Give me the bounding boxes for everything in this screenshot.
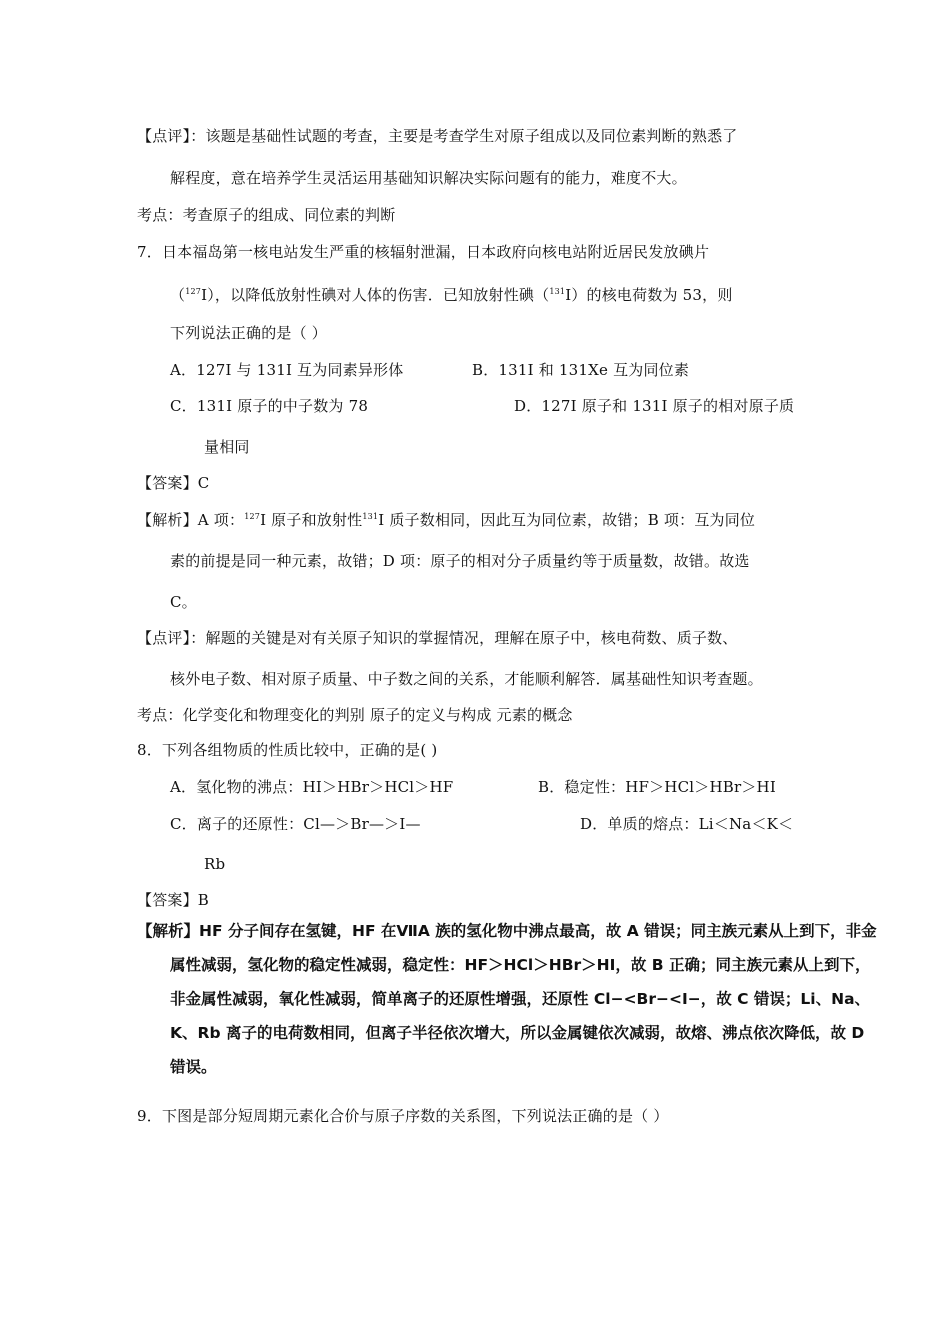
q8-analysis-text-1: HF 分子间存在氢键，HF 在ⅦA 族的氢化物中沸点最高，故 A 错误；同主族元素从上到下，非金 (199, 922, 877, 940)
q7-option-d-line-1: D．127I 原子和 131I 原子的相对原子质 (514, 397, 795, 415)
q7-answer: 【答案】C (137, 474, 210, 492)
q8-option-c: C．离子的还原性：Cl—＞Br—＞I— (170, 815, 421, 833)
q7-option-c: C．131I 原子的中子数为 78 (170, 397, 369, 415)
q8-analysis-line-4: K、Rb 离子的电荷数相同，但离子半径依次增大，所以金属键依次减弱，故熔、沸点依次降低，故 D (170, 1024, 865, 1042)
q6-comment-line-1: 【点评】：该题是基础性试题的考查，主要是考查学生对原子组成以及同位素判断的熟悉了 (137, 127, 738, 145)
q8-analysis-line-2: 属性减弱，氢化物的稳定性减弱，稳定性：HF＞HCl＞HBr＞HI，故 B 正确；同主族元素从上到下， (170, 956, 871, 974)
q7-comment-line-1: 【点评】：解题的关键是对有关原子知识的掌握情况，理解在原子中，核电荷数、质子数、 (137, 629, 738, 647)
q8-stem: 8．下列各组物质的性质比较中，正确的是( ) (137, 741, 438, 759)
q7-stem-line-3: 下列说法正确的是（ ） (170, 324, 327, 342)
q8-analysis-line-3: 非金属性减弱，氧化性减弱，简单离子的还原性增强，还原性 Cl−<Br−<I−，故 C 错误；Li、Na、 (170, 990, 871, 1008)
q8-option-d-line-2: Rb (204, 855, 226, 873)
q8-analysis-line-5: 错误。 (170, 1058, 217, 1076)
q8-answer: 【答案】B (137, 891, 210, 909)
q7-stem-line-2 (170, 285, 733, 305)
q8-analysis-label: 【解析】 (137, 922, 200, 940)
q8-option-a: A．氢化物的沸点：HI＞HBr＞HCl＞HF (170, 778, 454, 796)
q7-analysis-1-post: I 质子数相同，因此互为同位素，故错；B 项：互为同位 (378, 511, 756, 529)
q8-option-b: B．稳定性：HF＞HCl＞HBr＞HI (538, 778, 776, 796)
q7-comment-line-2: 核外电子数、相对原子质量、中子数之间的关系，才能顺利解答．属基础性知识考查题。 (170, 670, 763, 688)
q6-comment-line-2: 解程度，意在培养学生灵活运用基础知识解决实际问题有的能力，难度不大。 (170, 169, 687, 187)
q7-analysis-1-mid: I 原子和放射性 (260, 511, 363, 529)
q7-stem-2-post: I）的核电荷数为 53，则 (565, 286, 733, 304)
q8-option-d-line-1: D．单质的熔点：Li＜Na＜K＜ (580, 815, 794, 833)
q8-analysis-line-1 (137, 921, 877, 941)
q7-option-b: B．131I 和 131Xe 互为同位素 (472, 361, 690, 379)
q7-stem-2-mid: I），以降低放射性碘对人体的伤害．已知放射性碘（ (201, 286, 550, 304)
q7-kaodian: 考点：化学变化和物理变化的判别 原子的定义与构成 元素的概念 (137, 706, 573, 724)
q7-stem-2-pre: （ (170, 286, 186, 304)
iodine-131-mass-number: 131 (549, 287, 566, 296)
q7-analysis-sup-127: 127 (244, 512, 261, 521)
q6-kaodian: 考点：考查原子的组成、同位素的判断 (137, 206, 396, 224)
q7-analysis-line-2: 素的前提是同一种元素，故错；D 项：原子的相对分子质量约等于质量数，故错。故选 (170, 552, 750, 570)
q9-stem: 9．下图是部分短周期元素化合价与原子序数的关系图，下列说法正确的是（ ） (137, 1107, 669, 1125)
q7-analysis-line-3: C。 (170, 593, 197, 611)
q7-stem-line-1: 7．日本福岛第一核电站发生严重的核辐射泄漏，日本政府向核电站附近居民发放碘片 (137, 243, 710, 261)
q7-option-d-line-2: 量相同 (204, 438, 250, 456)
iodine-127-mass-number: 127 (185, 287, 202, 296)
q7-option-a: A．127I 与 131I 互为同素异形体 (170, 361, 404, 379)
q7-analysis-1-pre: 【解析】A 项： (137, 511, 245, 529)
q7-analysis-line-1 (137, 510, 755, 530)
q7-analysis-sup-131: 131 (362, 512, 379, 521)
